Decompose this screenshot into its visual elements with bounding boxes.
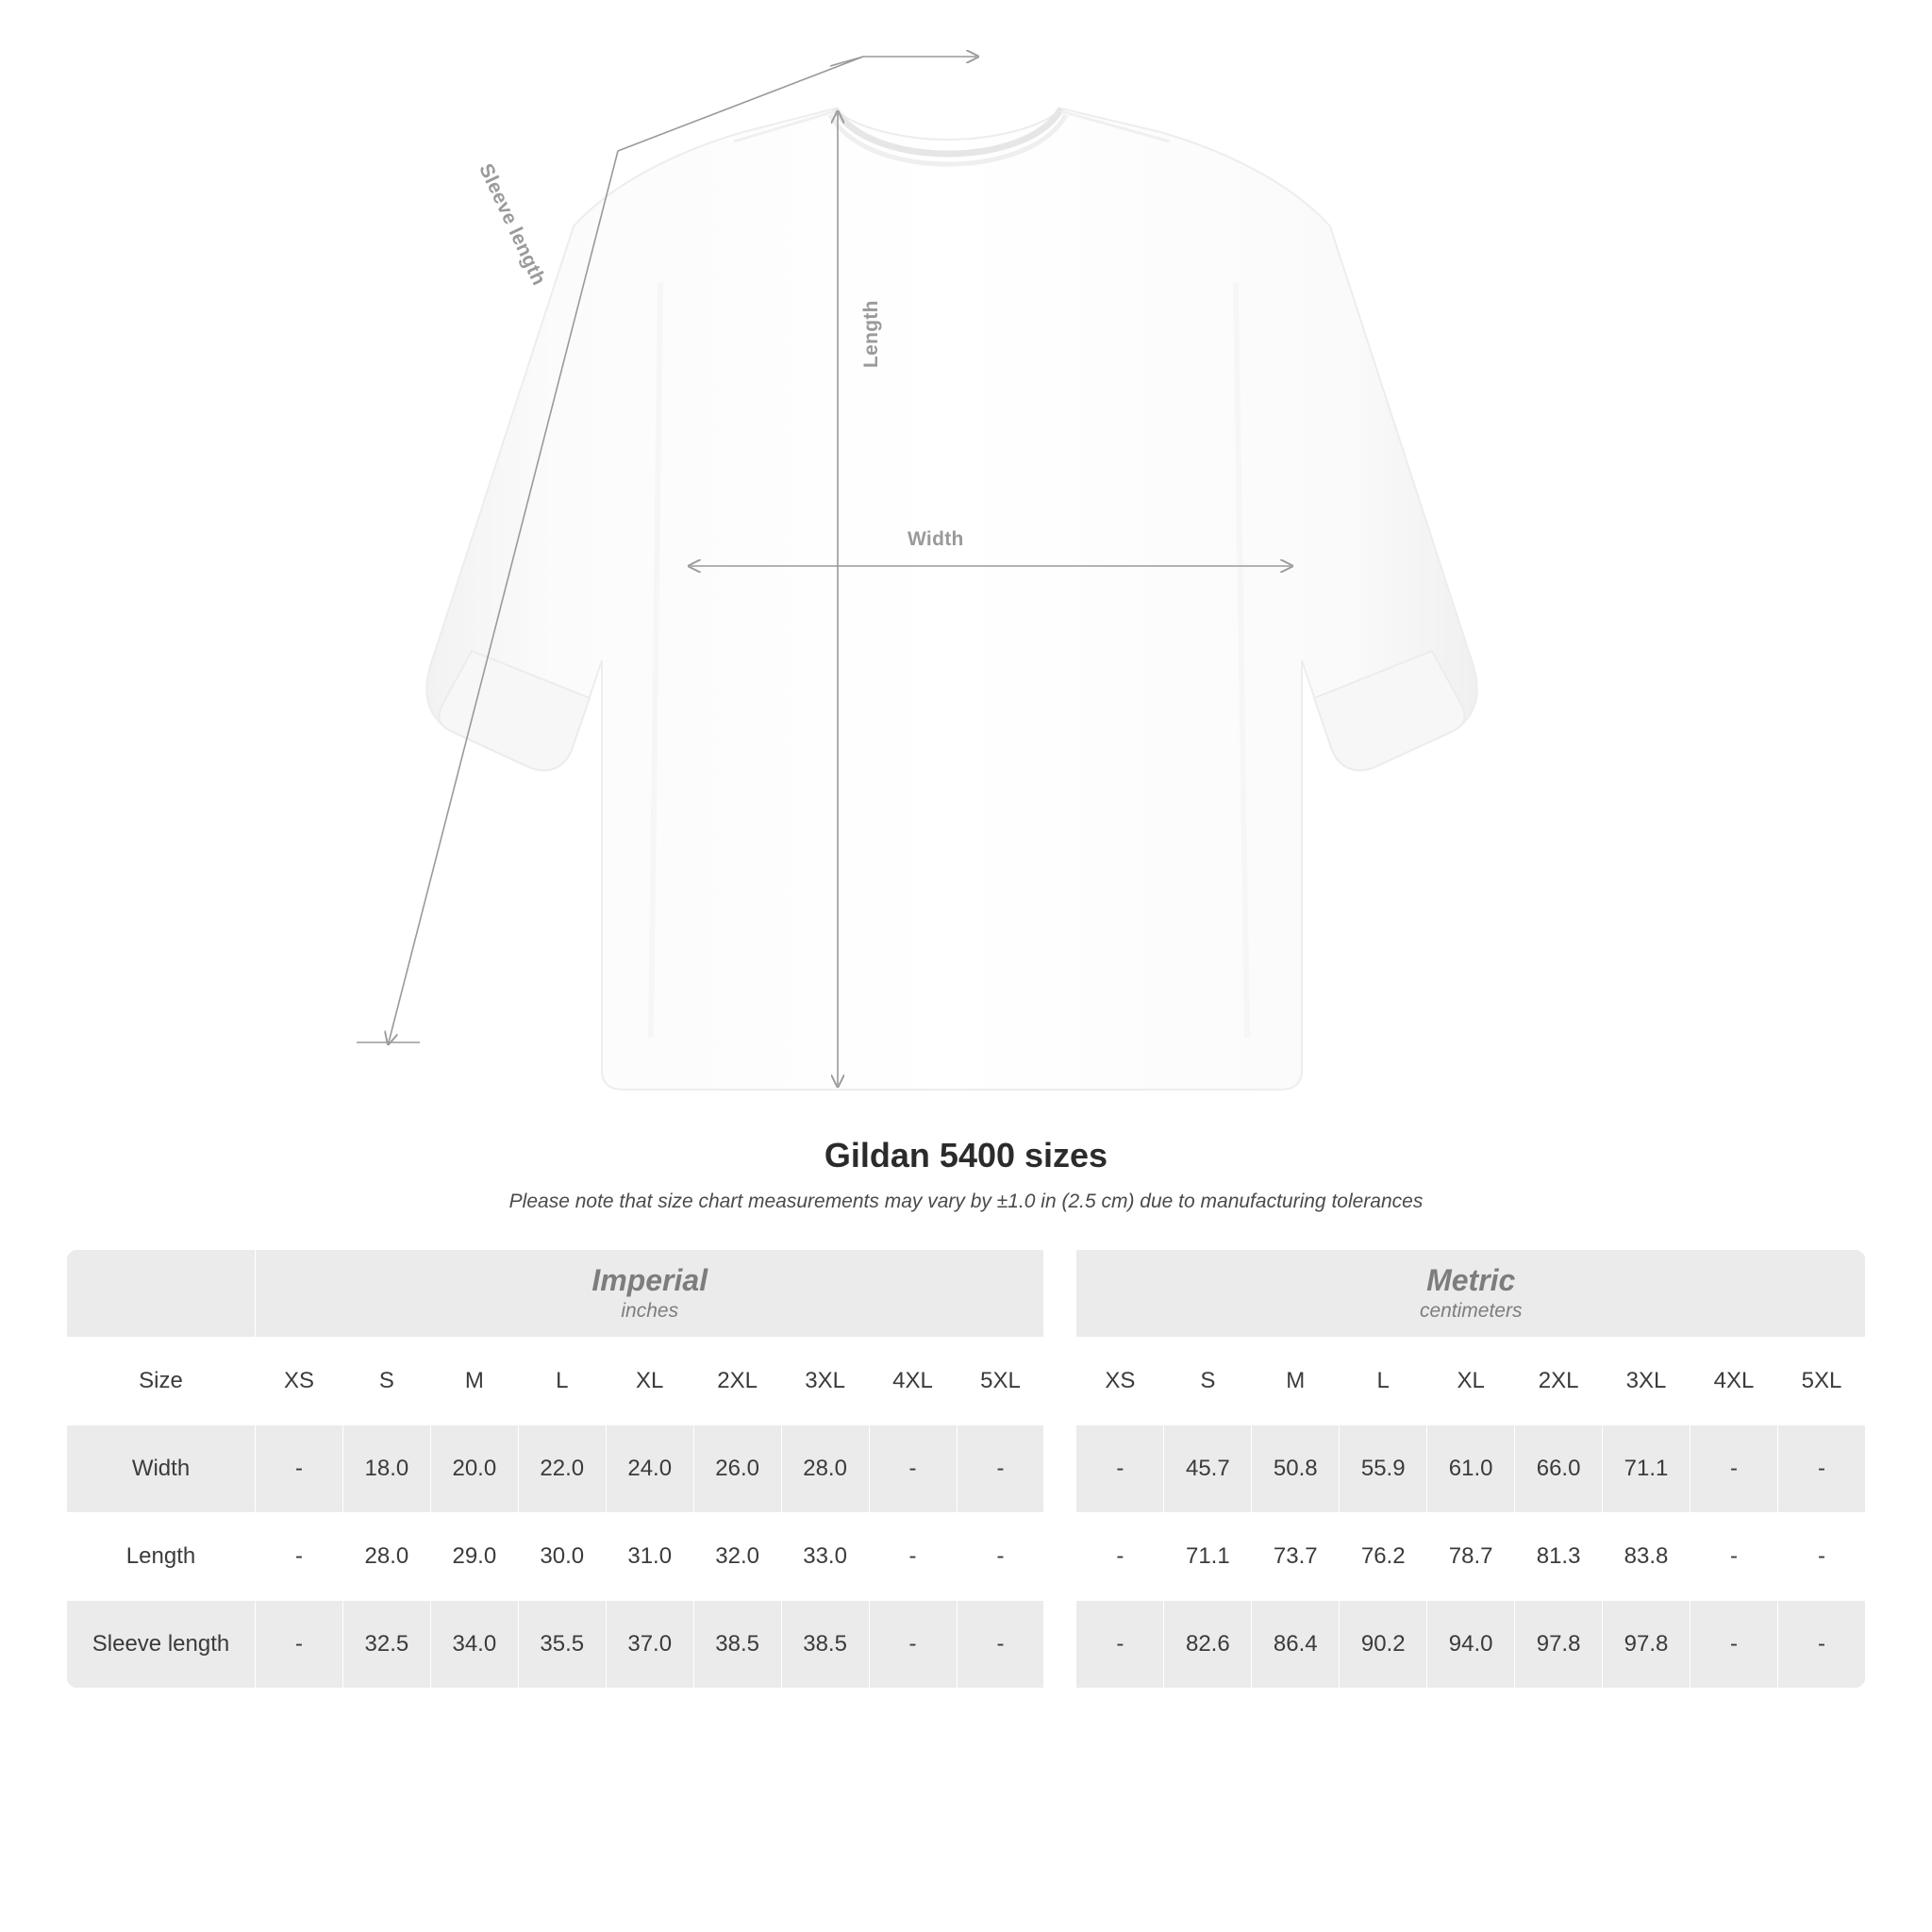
imperial-sub: inches <box>621 1299 679 1322</box>
cell-length-metric-3xl: 83.8 <box>1603 1513 1690 1601</box>
cell-width-metric-xs: - <box>1076 1425 1164 1513</box>
tolerance-note: Please note that size chart measurements may vary by ±1.0 in (2.5 cm) due to manufacturing tolerances <box>508 1191 1424 1212</box>
cell-length-imperial-s: 28.0 <box>342 1513 430 1601</box>
col-head-imperial-xs: XS <box>256 1338 343 1425</box>
metric-header-cell <box>1076 1250 1866 1338</box>
cell-width-imperial-5xl: - <box>957 1425 1044 1513</box>
col-head-imperial-2xl: 2XL <box>693 1338 781 1425</box>
col-head-metric-xl: XL <box>1427 1338 1515 1425</box>
cell-sleeve-imperial-4xl: - <box>869 1601 957 1689</box>
cell-sleeve-metric-s: 82.6 <box>1164 1601 1252 1689</box>
imperial-header-cell <box>256 1250 1044 1338</box>
cell-length-metric-4xl: - <box>1690 1513 1778 1601</box>
cell-width-metric-2xl: 66.0 <box>1515 1425 1603 1513</box>
sleeve-length-label: Sleeve length <box>475 160 550 289</box>
cell-sleeve-metric-2xl: 97.8 <box>1515 1601 1603 1689</box>
cell-length-metric-xl: 78.7 <box>1427 1513 1515 1601</box>
table-row <box>67 1601 1866 1689</box>
col-head-imperial-m: M <box>430 1338 518 1425</box>
cell-sleeve-metric-xl: 94.0 <box>1427 1601 1515 1689</box>
size-table-wrapper <box>66 1249 1866 1689</box>
cell-sleeve-metric-l: 90.2 <box>1340 1601 1427 1689</box>
width-label: Width <box>908 528 964 550</box>
row-label-length: Length <box>67 1513 256 1601</box>
cell-sleeve-imperial-l: 35.5 <box>518 1601 606 1689</box>
cell-width-metric-s: 45.7 <box>1164 1425 1252 1513</box>
cell-length-metric-2xl: 81.3 <box>1515 1513 1603 1601</box>
cell-sleeve-imperial-3xl: 38.5 <box>781 1601 869 1689</box>
col-head-imperial-3xl: 3XL <box>781 1338 869 1425</box>
shirt-shape <box>426 108 1476 1090</box>
cell-width-imperial-xl: 24.0 <box>606 1425 693 1513</box>
col-head-metric-s: S <box>1164 1338 1252 1425</box>
col-head-imperial-l: L <box>518 1338 606 1425</box>
cell-length-metric-l: 76.2 <box>1340 1513 1427 1601</box>
header-spacer-cell <box>1044 1338 1076 1425</box>
col-head-metric-xs: XS <box>1076 1338 1164 1425</box>
cell-width-metric-3xl: 71.1 <box>1603 1425 1690 1513</box>
row-spacer-cell <box>1044 1425 1076 1513</box>
table-row <box>67 1425 1866 1513</box>
cell-width-imperial-m: 20.0 <box>430 1425 518 1513</box>
cell-length-imperial-m: 29.0 <box>430 1513 518 1601</box>
col-head-metric-2xl: 2XL <box>1515 1338 1603 1425</box>
imperial-name: Imperial <box>591 1262 708 1297</box>
table-row <box>67 1513 1866 1601</box>
cell-length-imperial-xs: - <box>256 1513 343 1601</box>
metric-name: Metric <box>1426 1262 1516 1297</box>
row-label-sleeve-length: Sleeve length <box>67 1601 256 1689</box>
col-head-imperial-s: S <box>342 1338 430 1425</box>
cell-length-metric-m: 73.7 <box>1252 1513 1340 1601</box>
title-block <box>0 1136 1932 1213</box>
cell-sleeve-metric-5xl: - <box>1777 1601 1865 1689</box>
page-title: Gildan 5400 sizes <box>824 1136 1108 1174</box>
row-header-size: Size <box>67 1338 256 1425</box>
cell-length-imperial-xl: 31.0 <box>606 1513 693 1601</box>
row-label-width: Width <box>67 1425 256 1513</box>
cell-sleeve-imperial-m: 34.0 <box>430 1601 518 1689</box>
col-head-imperial-4xl: 4XL <box>869 1338 957 1425</box>
col-head-metric-l: L <box>1340 1338 1427 1425</box>
cell-width-imperial-4xl: - <box>869 1425 957 1513</box>
metric-sub: centimeters <box>1419 1299 1523 1322</box>
row-spacer-cell <box>1044 1601 1076 1689</box>
cell-width-imperial-2xl: 26.0 <box>693 1425 781 1513</box>
cell-length-imperial-3xl: 33.0 <box>781 1513 869 1601</box>
unit-spacer-cell <box>1044 1250 1076 1338</box>
cell-length-metric-5xl: - <box>1777 1513 1865 1601</box>
size-table <box>66 1249 1866 1689</box>
col-head-imperial-xl: XL <box>606 1338 693 1425</box>
cell-width-metric-xl: 61.0 <box>1427 1425 1515 1513</box>
row-spacer-cell <box>1044 1513 1076 1601</box>
cell-width-imperial-xs: - <box>256 1425 343 1513</box>
cell-length-imperial-4xl: - <box>869 1513 957 1601</box>
units-corner-cell <box>67 1250 256 1338</box>
cell-length-imperial-2xl: 32.0 <box>693 1513 781 1601</box>
col-head-metric-m: M <box>1252 1338 1340 1425</box>
cell-length-metric-xs: - <box>1076 1513 1164 1601</box>
cell-width-metric-m: 50.8 <box>1252 1425 1340 1513</box>
cell-sleeve-imperial-s: 32.5 <box>342 1601 430 1689</box>
cell-length-metric-s: 71.1 <box>1164 1513 1252 1601</box>
units-header-row <box>67 1250 1866 1338</box>
col-head-metric-4xl: 4XL <box>1690 1338 1778 1425</box>
cell-sleeve-imperial-2xl: 38.5 <box>693 1601 781 1689</box>
cell-sleeve-imperial-xl: 37.0 <box>606 1601 693 1689</box>
cell-length-imperial-5xl: - <box>957 1513 1044 1601</box>
length-label: Length <box>860 300 882 368</box>
cell-length-imperial-l: 30.0 <box>518 1513 606 1601</box>
cell-width-metric-4xl: - <box>1690 1425 1778 1513</box>
cell-width-imperial-3xl: 28.0 <box>781 1425 869 1513</box>
cell-sleeve-imperial-xs: - <box>256 1601 343 1689</box>
cell-width-metric-l: 55.9 <box>1340 1425 1427 1513</box>
cell-sleeve-metric-xs: - <box>1076 1601 1164 1689</box>
col-head-imperial-5xl: 5XL <box>957 1338 1044 1425</box>
cell-width-imperial-l: 22.0 <box>518 1425 606 1513</box>
cell-sleeve-imperial-5xl: - <box>957 1601 1044 1689</box>
cell-width-metric-5xl: - <box>1777 1425 1865 1513</box>
col-head-metric-5xl: 5XL <box>1777 1338 1865 1425</box>
col-head-metric-3xl: 3XL <box>1603 1338 1690 1425</box>
cell-sleeve-metric-3xl: 97.8 <box>1603 1601 1690 1689</box>
size-header-row <box>67 1338 1866 1425</box>
cell-width-imperial-s: 18.0 <box>342 1425 430 1513</box>
cell-sleeve-metric-4xl: - <box>1690 1601 1778 1689</box>
cell-sleeve-metric-m: 86.4 <box>1252 1601 1340 1689</box>
